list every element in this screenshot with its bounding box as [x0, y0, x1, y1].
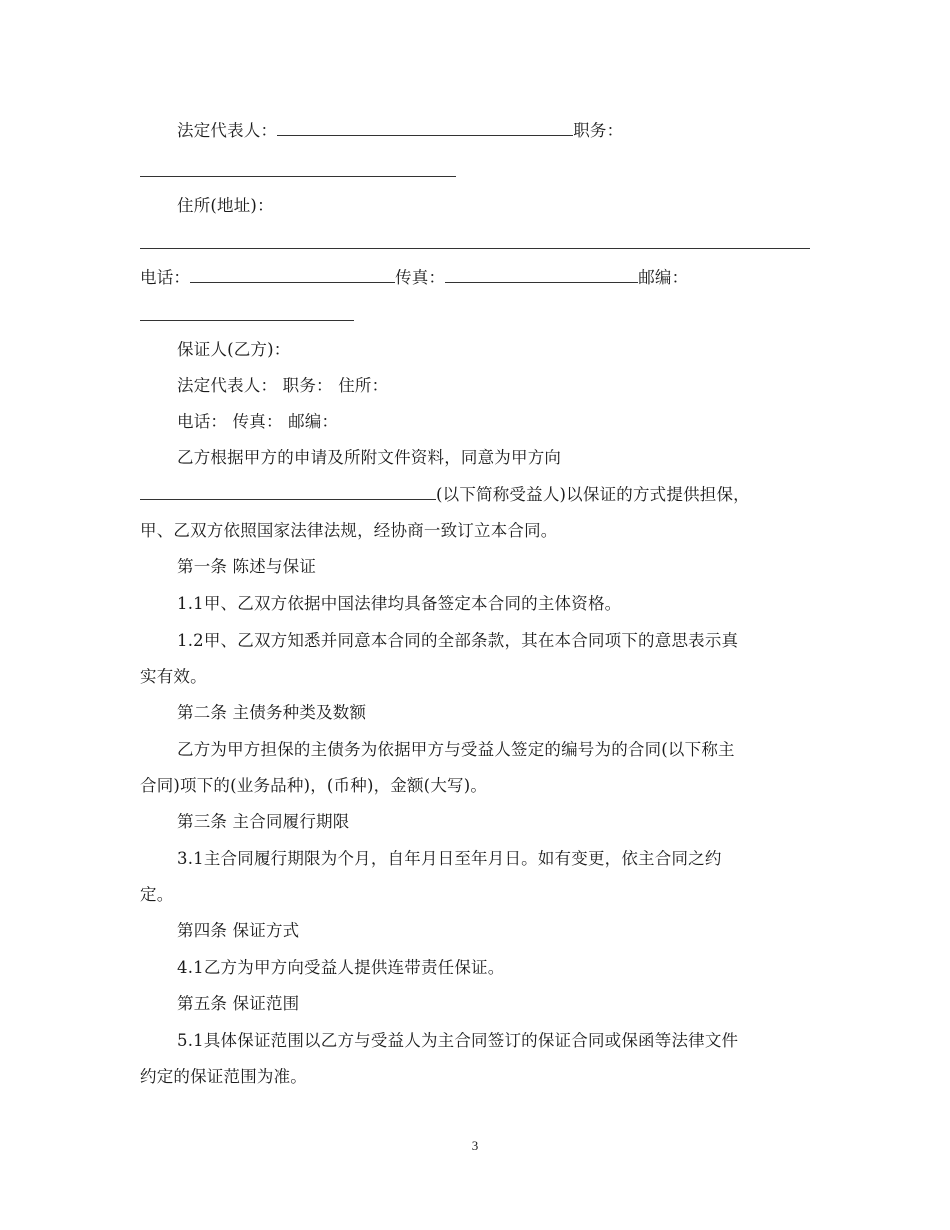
position-label: 职务： — [573, 121, 624, 140]
article-3-1-line-2: 定。 — [140, 885, 174, 904]
article-5-1-line-2: 约定的保证范围为准。 — [140, 1067, 307, 1086]
intro-line-2 — [140, 485, 750, 505]
guarantor-b-title: 保证人(乙方)： — [177, 340, 291, 359]
article-4-1: 4.1乙方为甲方向受益人提供连带责任保证。 — [177, 958, 505, 977]
beneficiary-blank — [140, 485, 436, 500]
article-1-2-line-1: 1.2甲、乙双方知悉并同意本合同的全部条款，其在本合同项下的意思表示真 — [177, 631, 739, 650]
address-label: 住所(地址)： — [177, 196, 274, 215]
fax-label: 传真： — [395, 268, 446, 287]
address-blank — [140, 248, 810, 249]
article-4-title: 第四条 保证方式 — [177, 921, 300, 940]
phone-label: 电话： — [140, 268, 191, 287]
legal-rep-label: 法定代表人： — [177, 121, 278, 140]
zip-blank — [140, 320, 354, 321]
article-2-title: 第二条 主债务种类及数额 — [177, 703, 367, 722]
article-5-title: 第五条 保证范围 — [177, 994, 300, 1013]
article-5-1-line-1: 5.1具体保证范围以乙方与受益人为主合同签订的保证合同或保函等法律文件 — [177, 1031, 739, 1050]
guarantor-b-rep-line: 法定代表人： 职务： 住所： — [177, 376, 389, 395]
phone-blank — [190, 268, 395, 283]
page-number: 3 — [471, 1138, 479, 1153]
article-3-title: 第三条 主合同履行期限 — [177, 812, 350, 831]
contact-line-a — [140, 268, 688, 288]
zip-label: 邮编： — [638, 268, 689, 287]
legal-rep-line — [177, 121, 623, 141]
article-3-1-line-1: 3.1主合同履行期限为个月，自年月日至年月日。如有变更，依主合同之约 — [177, 849, 722, 868]
position-blank — [140, 176, 456, 177]
legal-rep-blank — [277, 121, 573, 136]
intro-line-2-text: (以下简称受益人)以保证的方式提供担保， — [436, 485, 750, 504]
article-2-line-1: 乙方为甲方担保的主债务为依据甲方与受益人签定的编号为的合同(以下称主 — [177, 740, 735, 759]
article-1-title: 第一条 陈述与保证 — [177, 557, 317, 576]
article-2-line-2: 合同)项下的(业务品种)，(币种)，金额(大写)。 — [140, 776, 488, 795]
article-1-1: 1.1甲、乙双方依据中国法律均具备签定本合同的主体资格。 — [177, 594, 622, 613]
article-1-2-line-2: 实有效。 — [140, 667, 207, 686]
guarantor-b-contact-line: 电话： 传真： 邮编： — [177, 412, 339, 431]
intro-line-3: 甲、乙双方依照国家法律法规，经协商一致订立本合同。 — [140, 521, 558, 540]
fax-blank — [445, 268, 638, 283]
intro-line-1: 乙方根据甲方的申请及所附文件资料，同意为甲方向 — [177, 448, 562, 467]
